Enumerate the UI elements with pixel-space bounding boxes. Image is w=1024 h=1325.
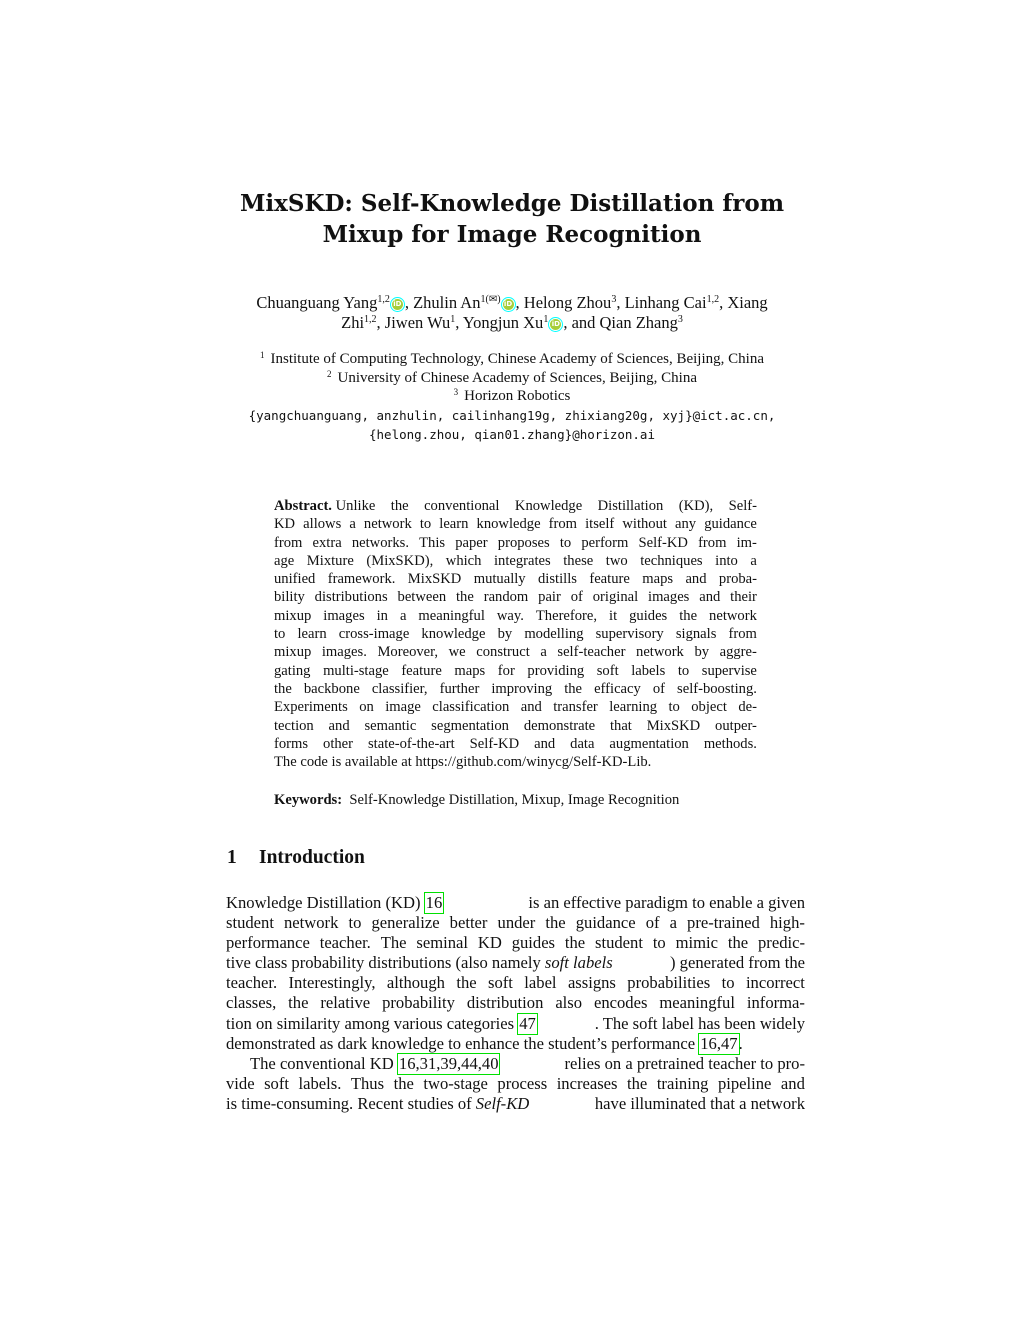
word: and (328, 717, 350, 734)
abstract-line (274, 680, 757, 698)
word: providing (527, 662, 585, 679)
word: we (448, 644, 466, 661)
word: soft (488, 973, 513, 993)
author-name: Chuanguang Yang (256, 293, 378, 312)
word: Interestingly, (288, 973, 376, 993)
text-run: tion on similarity among various categories (226, 1013, 519, 1033)
word: maps (454, 662, 486, 679)
author-name: , and Qian Zhang (563, 313, 678, 332)
word: from (698, 534, 727, 551)
word: backbone (303, 680, 360, 697)
abstract-line: The code is available at https://github.com/winycg/Self-KD-Lib. (274, 754, 652, 771)
word: and (780, 1073, 805, 1093)
word: guides (511, 933, 556, 953)
word: MixSKD (407, 571, 462, 588)
word: aggre- (719, 644, 757, 661)
word: the (288, 993, 309, 1013)
author-name: , Linhang Cai (616, 293, 707, 312)
author-affil-sup: 3 (677, 314, 683, 325)
author-affil-sup: 3 (611, 294, 617, 305)
word: proba- (718, 571, 757, 588)
author-name: , Zhulin An (404, 293, 481, 312)
word: (KD), (678, 498, 714, 514)
word: Self- (728, 498, 757, 514)
word: distribution (466, 993, 544, 1013)
word: probability (382, 993, 455, 1013)
word: also (555, 993, 583, 1013)
word: from (548, 516, 578, 533)
word: modelling (524, 626, 584, 643)
word: two (605, 552, 628, 569)
email-line-2: {helong.zhou, qian01.zhang}@horizon.ai (369, 427, 655, 442)
word: increases (556, 1073, 618, 1093)
word: networks. (351, 534, 409, 551)
word: the (627, 1073, 648, 1093)
abstract-line (274, 497, 757, 515)
word: student (595, 933, 643, 953)
word: to (559, 534, 572, 551)
word: a (750, 552, 757, 569)
word: the (564, 933, 586, 953)
word: that (609, 717, 632, 734)
word: the (679, 607, 698, 624)
word: a (669, 913, 677, 933)
word: integrates (493, 552, 551, 569)
word: guidance (575, 913, 636, 933)
orcid-icon[interactable]: iD (551, 320, 560, 328)
word: supervisory (595, 626, 664, 643)
word: The (380, 933, 407, 953)
word: demonstrate (523, 717, 596, 734)
word: Self-KD (469, 735, 520, 752)
word: the (456, 589, 474, 606)
word: two-stage (423, 1073, 488, 1093)
affiliation-text: University of Chinese Academy of Sciences, Beijing, China (337, 370, 697, 386)
word: and (699, 589, 721, 606)
body-line (226, 933, 805, 953)
text-run: demonstrated as dark knowledge to enhance the student’s performance (226, 1033, 700, 1053)
word: random (483, 589, 529, 606)
word: their (730, 589, 757, 606)
word: mimic (675, 933, 718, 953)
abstract-line (274, 570, 757, 588)
word: to (721, 973, 735, 993)
abstract-line (274, 625, 757, 643)
word: feature (401, 662, 442, 679)
body-line (226, 993, 805, 1013)
abstract (274, 497, 757, 771)
word: maps (642, 571, 674, 588)
affiliation-sup: 2 (326, 369, 332, 379)
word: extra (312, 534, 342, 551)
word: the (456, 973, 477, 993)
word: methods. (703, 735, 757, 752)
abstract-line (274, 534, 757, 552)
word: by (497, 626, 513, 643)
word: Experiments (274, 699, 348, 716)
word: the (390, 498, 409, 514)
word: into (715, 552, 738, 569)
word: self-boosting. (677, 680, 757, 697)
word: of (570, 589, 583, 606)
word: a (399, 607, 407, 624)
word: a (540, 644, 547, 661)
abstract-line (274, 607, 757, 625)
italic-term: soft labels (544, 953, 613, 973)
word: it (609, 607, 618, 624)
word: Mixture (306, 552, 354, 569)
word: learning (609, 699, 658, 716)
body-line (226, 893, 805, 913)
body-line (226, 1094, 805, 1114)
word: to (419, 516, 432, 533)
word: guides (629, 607, 668, 624)
author-name: , Yongjun Xu (455, 313, 544, 332)
text-run: . The soft label has been widely (594, 1013, 805, 1033)
word: in (376, 607, 388, 624)
abstract-line (274, 662, 757, 680)
word: from (274, 534, 303, 551)
word: (MixSKD), (366, 552, 434, 569)
word: semantic (364, 717, 417, 734)
word: network (709, 607, 757, 624)
word: images. (321, 644, 367, 661)
keywords-label: Keywords: (274, 792, 343, 808)
email-line-1: {yangchuanguang, anzhulin, cailinhang19g, zhixiang20g, xyj}@ict.ac.cn, (248, 408, 776, 423)
word: by (694, 644, 710, 661)
abstract-line (274, 515, 757, 533)
word: to (652, 933, 666, 953)
italic-term: Self-KD (475, 1093, 530, 1113)
word: tection (274, 717, 314, 734)
word: segmentation (431, 717, 509, 734)
word: probabilities (627, 973, 711, 993)
word: generalize (371, 913, 440, 933)
word: to (348, 913, 362, 933)
body-line (226, 913, 805, 933)
word: classes, (226, 993, 277, 1013)
word: and (520, 699, 542, 716)
word: soft (264, 1073, 289, 1093)
affiliation-3 (0, 387, 1024, 405)
word: distills (538, 571, 577, 588)
abstract-line (274, 588, 757, 606)
word: high- (769, 913, 805, 933)
section-heading (227, 845, 365, 871)
word: better (449, 913, 488, 933)
text-run: The conventional KD (250, 1053, 398, 1073)
affiliation-text: Institute of Computing Technology, Chinese Academy of Sciences, Beijing, China (270, 351, 764, 367)
paper-title-line-2: Mixup for Image Recognition (322, 221, 702, 248)
word: outper- (715, 717, 757, 734)
author-affil-sup: 1,2 (706, 294, 720, 305)
word: supervise (701, 662, 757, 679)
orcid-icon[interactable]: iD (503, 300, 513, 308)
word: process (497, 1073, 548, 1093)
word: classifier, (371, 680, 428, 697)
word: images (323, 607, 365, 624)
word: network (284, 913, 339, 933)
word: network (363, 516, 412, 533)
word: from (728, 626, 757, 643)
word: network (636, 644, 684, 661)
word: any (675, 516, 697, 533)
word: further (439, 680, 480, 697)
word: techniques (640, 552, 703, 569)
word: Unlike (335, 498, 376, 514)
word: framework. (327, 571, 396, 588)
word: im- (736, 534, 757, 551)
text-run: have illuminated that a network (590, 1093, 805, 1113)
word: meaningful (659, 993, 735, 1013)
author-name: , Xiang (719, 293, 768, 312)
word: to (274, 626, 286, 643)
word: KD (274, 516, 296, 533)
word: labels (631, 662, 666, 679)
text-run: relies on a pretrained teacher to pro- (560, 1053, 805, 1073)
word: between (397, 589, 447, 606)
word: Self-KD (638, 534, 688, 551)
text-run: Knowledge Distillation (KD) (226, 893, 425, 912)
word: images (648, 589, 690, 606)
word: distributions (314, 589, 388, 606)
word: a (349, 516, 356, 533)
word: learn (297, 626, 327, 643)
affiliation-sup: 1 (260, 350, 265, 360)
word: of (652, 680, 665, 697)
word: the (727, 933, 749, 953)
abstract-line (274, 735, 757, 753)
word: conventional (424, 498, 500, 514)
author-affil-sup: 1 (450, 314, 456, 325)
word: way. (496, 607, 524, 624)
word: construct (476, 644, 530, 661)
orcid-icon[interactable]: iD (393, 300, 402, 308)
affiliation-1 (0, 350, 1024, 368)
word: signals (675, 626, 717, 643)
body-line (226, 1074, 805, 1094)
word: seminal (416, 933, 468, 953)
affiliation-text: Horizon Robotics (464, 388, 571, 404)
word: soft (596, 662, 619, 679)
text-run: is time-consuming. Recent studies of (226, 1093, 476, 1113)
text-run: ) generated from the (670, 953, 805, 973)
word: mixup (274, 644, 312, 661)
word: for (497, 662, 515, 679)
abstract-line (274, 643, 757, 661)
word: feature (589, 571, 630, 588)
word: mutually (473, 571, 526, 588)
word: label (524, 973, 557, 993)
keywords-text: Self-Knowledge Distillation, Mixup, Image Recognition (349, 792, 680, 808)
word: knowledge (421, 626, 486, 643)
word: image (385, 699, 421, 716)
word: training (656, 1073, 709, 1093)
body-line (226, 1014, 805, 1034)
word: Distillation (597, 498, 664, 514)
word: proposes (497, 534, 550, 551)
citation-link[interactable]: 16,47 (700, 1033, 738, 1053)
word: the (564, 680, 583, 697)
text-run: tive class probability distributions (also namely (226, 953, 545, 973)
word: performance (226, 933, 310, 953)
word: pre-trained (687, 913, 760, 933)
word: data (570, 735, 595, 752)
word: self-teacher (557, 644, 626, 661)
word: assigns (567, 973, 616, 993)
word: learn (439, 516, 469, 533)
body-line (226, 973, 805, 993)
word: under (497, 913, 536, 933)
author-affil-sup: 1,2 (364, 314, 377, 325)
keywords (274, 791, 757, 809)
word: pair (538, 589, 561, 606)
word: meaningful (418, 607, 485, 624)
word: paper (455, 534, 488, 551)
citation-link[interactable]: 16,31,39,44,40 (398, 1053, 499, 1073)
word: the (393, 1073, 414, 1093)
word: allows (303, 516, 342, 533)
text-run: . (738, 1033, 743, 1053)
word: knowledge (476, 516, 541, 533)
word: MixSKD (646, 717, 701, 734)
author-list-line-1 (200, 293, 824, 313)
word: age (274, 552, 295, 569)
section-title: Introduction (259, 847, 365, 868)
word: unified (274, 571, 316, 588)
affiliation-sup: 3 (453, 387, 459, 397)
word: teacher. (319, 933, 371, 953)
body-text (226, 893, 805, 1114)
abstract-text (336, 497, 757, 515)
author-name: , Jiwen Wu (376, 313, 451, 332)
body-line (226, 1034, 805, 1054)
word: efficacy (594, 680, 641, 697)
word: the (545, 913, 566, 933)
word: teacher. (226, 973, 278, 993)
author-affil-sup: 1 (543, 314, 549, 325)
word: de- (738, 699, 757, 716)
word: gating (274, 662, 311, 679)
paper-title-line-1: MixSKD: Self-Knowledge Distillation from (239, 190, 785, 217)
word: KD (477, 933, 502, 953)
author-name: Zhi (341, 313, 365, 332)
word: of (645, 913, 660, 933)
word: improving (491, 680, 553, 697)
word: student (226, 913, 274, 933)
word: vide (226, 1073, 255, 1093)
author-affil-sup: 1,2 (377, 294, 390, 305)
abstract-line (274, 698, 757, 716)
word: cross-image (338, 626, 410, 643)
word: original (592, 589, 639, 606)
word: augmentation (609, 735, 689, 752)
word: Therefore, (535, 607, 598, 624)
citation-link[interactable]: 47 (519, 1013, 536, 1033)
word: multi-stage (323, 662, 389, 679)
author-list-line-2 (200, 313, 824, 333)
word: although (386, 973, 445, 993)
word: incorrect (745, 973, 805, 993)
section-number: 1 (227, 847, 237, 868)
word: state-of-the-art (368, 735, 455, 752)
body-line (226, 1054, 805, 1074)
word: and (534, 735, 556, 752)
affiliation-2 (0, 369, 1024, 387)
word: Knowledge (514, 498, 583, 514)
word: informa- (746, 993, 805, 1013)
word: and (685, 571, 707, 588)
word: Moreover, (377, 644, 439, 661)
word: Thus (350, 1073, 385, 1093)
word: other (323, 735, 354, 752)
word: forms (274, 735, 309, 752)
word: mixup (274, 607, 312, 624)
citation-link[interactable]: 16 (425, 893, 443, 912)
word: which (445, 552, 482, 569)
word: pipeline (717, 1073, 772, 1093)
word: to (677, 662, 690, 679)
word: without (622, 516, 667, 533)
word: to (668, 699, 680, 716)
word: itself (585, 516, 615, 533)
word: bility (274, 589, 305, 606)
word: This (419, 534, 446, 551)
word: the (274, 680, 292, 697)
word: classification (432, 699, 510, 716)
word: perform (581, 534, 629, 551)
author-name: , Helong Zhou (515, 293, 612, 312)
word: guidance (704, 516, 757, 533)
body-line (226, 953, 805, 973)
word: labels. (298, 1073, 342, 1093)
word: encodes (593, 993, 648, 1013)
abstract-line (274, 552, 757, 570)
abstract-line (274, 717, 757, 735)
word: predic- (758, 933, 805, 953)
author-affil-sup: 1(✉) (480, 294, 501, 305)
word: relative (320, 993, 371, 1013)
word: object (691, 699, 727, 716)
word: transfer (553, 699, 598, 716)
text-run: is an effective paradigm to enable a given (524, 893, 805, 912)
word: on (359, 699, 374, 716)
abstract-label: Abstract. (274, 498, 332, 514)
word: these (563, 552, 594, 569)
